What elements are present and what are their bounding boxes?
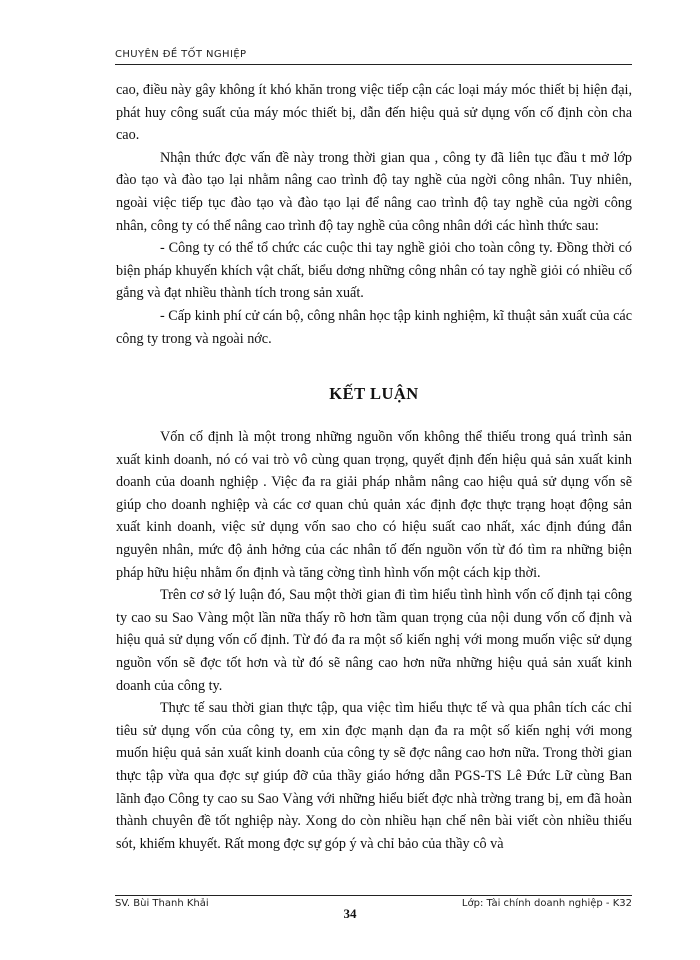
paragraph: Trên cơ sở lý luận đó, Sau một thời gian đi tìm hiểu tình hình vốn cố định tại công ty cao su Sao Vàng một lần nữa thấy rõ hơn tầm quan trọng của nội dung vốn cố định và hiệu quả sử dụng vốn cố định. Từ đó đa ra một số kiến nghị với mong muốn việc sử dụng nguồn vốn sẽ đợc tốt hơn và từ đó sẽ nâng cao hơn nữa những hiệu quả sản xuất kinh doanh của công ty.	[116, 587, 632, 694]
header-title: CHUYÊN ĐỀ TỐT NGHIỆP	[115, 49, 247, 60]
footer-rule	[115, 895, 632, 896]
footer-author: SV. Bùi Thanh Khải	[115, 898, 209, 909]
bullet-paragraph: - Công ty có thể tổ chức các cuộc thi tay nghề giỏi cho toàn công ty. Đồng thời có biện pháp khuyến khích vật chất, biểu dơng những công nhân có tay nghề giỏi có nhiều cố gắng và đạt nhiều thành tích trong sản xuất.	[116, 240, 632, 302]
paragraph: Nhận thức đợc vấn đề này trong thời gian qua , công ty đã liên tục đầu t mở lớp đào tạo và đào tạo lại nhằm nâng cao trình độ tay nghề của ngời công nhân. Tuy nhiên, ngoài việc tiếp tục đào tạo và đào tạo lại để nâng cao trình độ tay nghề của ngời công nhân, công ty có thể nâng cao trình độ tay nghề của công nhân dới các hình thức sau:	[116, 149, 632, 234]
page-number: 34	[343, 906, 357, 921]
header-rule	[115, 64, 632, 65]
paragraph: Thực tế sau thời gian thực tập, qua việc tìm hiểu thực tế và qua phân tích các chỉ tiêu sử dụng vốn của công ty, em xin đợc mạnh dạn đa ra một số kiến nghị với mong muốn hiệu quả sản xuất kinh doanh của công ty sẽ đợc nâng cao hơn nữa. Trong thời gian thực tập vừa qua đợc sự giúp đỡ của thầy giáo hớng dẫn PGS-TS Lê Đức Lữ cùng Ban lãnh đạo Công ty cao su Sao Vàng với những hiểu biết đợc nhà trờng trang bị, em đã hoàn thành chuyên đề tốt nghiệp này. Xong do còn nhiều hạn chế nên bài viết còn nhiều thiếu sót, khiếm khuyết. Rất mong đợc sự góp ý và chỉ bảo của thầy cô và	[116, 700, 632, 852]
paragraph: Vốn cố định là một trong những nguồn vốn không thể thiếu trong quá trình sản xuất kinh doanh, nó có vai trò vô cùng quan trọng, quyết định đến hiệu quả sản xuất kinh doanh của doanh nghiệp . Việc đa ra giải pháp nhằm nâng cao hiệu quả sử dụng vốn sẽ giúp cho doanh nghiệp và các cơ quan chủ quản xác định đợc thực trạng hoạt động sản xuất kinh doanh, việc sử dụng vốn sao cho có hiệu suất cao nhất, xác định đúng đắn nguyên nhân, mức độ ảnh hởng của các nhân tố đến nguồn vốn từ đó tìm ra những biện pháp hữu hiệu nhằm ổn định và tăng cờng tình hình vốn một cách kịp thời.	[116, 429, 632, 581]
bullet-paragraph: - Cấp kinh phí cử cán bộ, công nhân học tập kinh nghiệm, kĩ thuật sản xuất của các công ty trong và ngoài nớc.	[116, 307, 632, 347]
conclusion-title: KẾT LUẬN	[329, 384, 419, 403]
footer-class: Lớp: Tài chính doanh nghiệp - K32	[461, 898, 632, 909]
section-conclusion	[116, 426, 632, 855]
paragraph: cao, điều này gây không ít khó khăn trong việc tiếp cận các loại máy móc thiết bị hiện đại, phát huy công suất của máy móc thiết bị, dẫn đến hiệu quả sử dụng vốn cố định còn cha cao.	[116, 82, 632, 144]
section-intro	[116, 79, 632, 350]
